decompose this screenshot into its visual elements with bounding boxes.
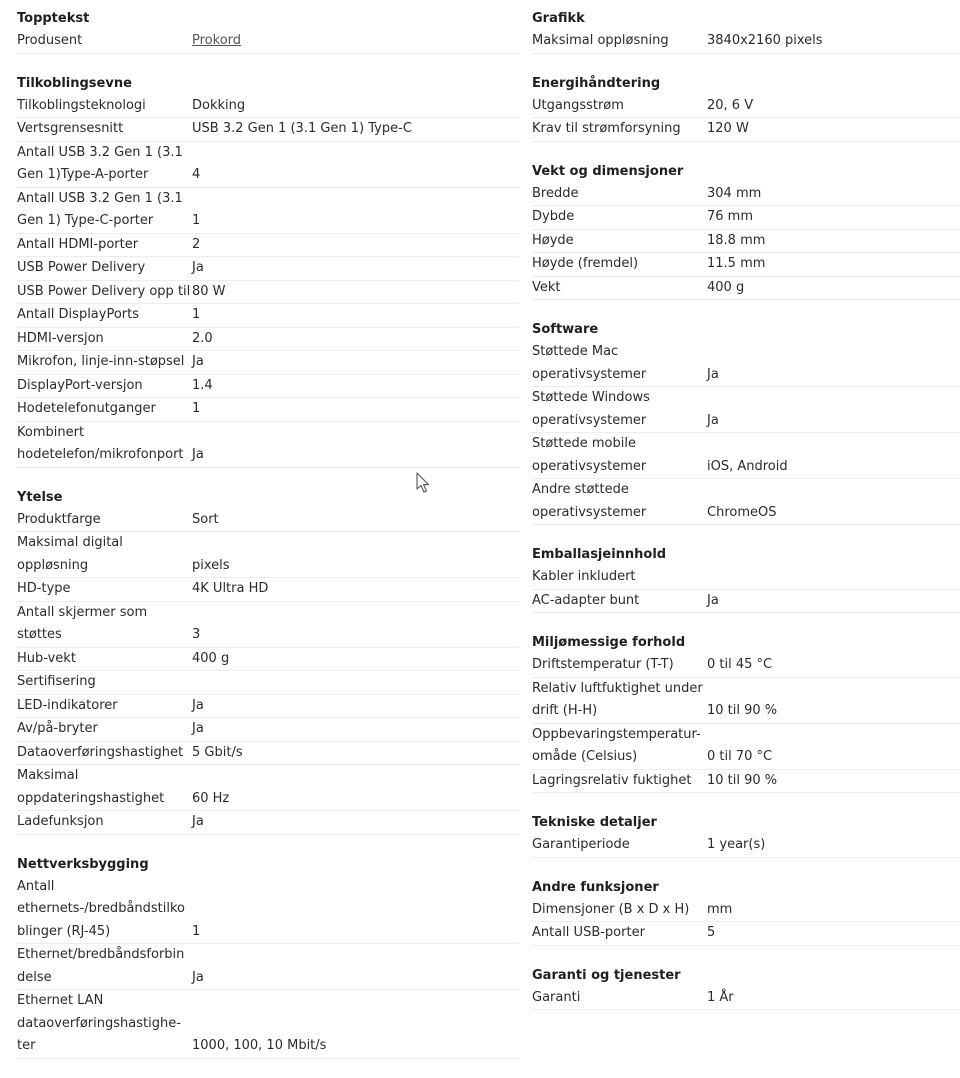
section-title: Energihåndtering bbox=[532, 75, 661, 91]
spec-row bbox=[532, 654, 960, 678]
spec-label: Ladefunksjon bbox=[17, 814, 104, 829]
spec-row bbox=[532, 118, 960, 142]
spec-value: 3 bbox=[192, 627, 201, 642]
spec-row bbox=[532, 341, 960, 387]
spec-value: 60 Hz bbox=[192, 790, 230, 806]
spec-row bbox=[532, 183, 960, 207]
spec-label: DisplayPort-versjon bbox=[17, 377, 143, 393]
spec-value: Ja bbox=[192, 260, 204, 275]
spec-label: USB Power Delivery opp til bbox=[17, 283, 191, 299]
spec-row bbox=[17, 398, 519, 422]
spec-row bbox=[532, 987, 960, 1011]
spec-section-nettverksbygging bbox=[17, 854, 519, 1059]
spec-value: 1 bbox=[192, 401, 201, 416]
spec-label: Kabler inkludert bbox=[532, 569, 636, 584]
spec-column-left bbox=[17, 8, 519, 1078]
spec-row bbox=[532, 922, 960, 946]
spec-label: Hodetelefonutganger bbox=[17, 401, 156, 416]
spec-label: Kombinert hodetelefon/mikrofonport bbox=[17, 424, 184, 462]
spec-value: 1 bbox=[192, 213, 201, 228]
spec-label: Lagringsrelativ fuktighet bbox=[532, 772, 692, 788]
spec-row bbox=[17, 30, 519, 54]
spec-section-grafikk bbox=[532, 8, 960, 54]
spec-row bbox=[532, 230, 960, 254]
spec-section-energihandtering bbox=[532, 73, 960, 142]
spec-row bbox=[17, 876, 519, 945]
spec-row bbox=[17, 351, 519, 375]
spec-value: mm bbox=[707, 901, 733, 917]
spec-row bbox=[17, 234, 519, 258]
spec-label: Oppbevaringstemperatur- omåde (Celsius) bbox=[532, 726, 701, 764]
spec-label: Hub-vekt bbox=[17, 650, 76, 666]
spec-section-emballasjeinnhold bbox=[532, 544, 960, 613]
spec-label: AC-adapter bunt bbox=[532, 592, 640, 608]
spec-row bbox=[17, 281, 519, 305]
spec-value: 80 W bbox=[192, 283, 226, 299]
spec-value: 1 year(s) bbox=[707, 837, 766, 852]
spec-row bbox=[17, 765, 519, 811]
spec-row bbox=[532, 433, 960, 479]
spec-label: Produsent bbox=[17, 33, 83, 48]
spec-section-garanti-og-tjenester bbox=[532, 965, 960, 1011]
spec-row bbox=[17, 304, 519, 328]
section-title: Topptekst bbox=[17, 11, 90, 26]
section-title: Nettverksbygging bbox=[17, 856, 149, 872]
section-title: Miljømessige forhold bbox=[532, 635, 686, 650]
spec-section-tilkoblingsevne bbox=[17, 73, 519, 468]
spec-label: Bredde bbox=[532, 185, 579, 201]
section-title: Vekt og dimensjoner bbox=[532, 163, 684, 179]
spec-label: Dybde bbox=[532, 209, 575, 224]
spec-label: Antall USB 3.2 Gen 1 (3.1 Gen 1) Type-C-porter bbox=[17, 190, 183, 228]
manufacturer-link[interactable]: Prokord bbox=[192, 33, 242, 48]
spec-row bbox=[17, 142, 519, 188]
spec-row bbox=[17, 990, 519, 1059]
spec-row bbox=[17, 695, 519, 719]
spec-value: Ja bbox=[192, 354, 204, 369]
spec-row bbox=[532, 206, 960, 230]
spec-label: Høyde bbox=[532, 232, 574, 248]
spec-label: Antall DisplayPorts bbox=[17, 307, 140, 322]
spec-value: 76 mm bbox=[707, 209, 754, 224]
spec-value: 5 Gbit/s bbox=[192, 744, 243, 760]
spec-label: Dimensjoner (B x D x H) bbox=[532, 901, 690, 917]
spec-column-right bbox=[532, 8, 960, 1029]
mouse-pointer-icon bbox=[416, 472, 432, 494]
spec-section-vekt-og-dimensjoner bbox=[532, 161, 960, 301]
spec-label: Relativ luftfuktighet under drift (H-H) bbox=[532, 680, 703, 718]
section-title: Grafikk bbox=[532, 11, 585, 26]
spec-value: 0 til 70 °C bbox=[707, 749, 773, 764]
spec-value: 11.5 mm bbox=[707, 256, 766, 271]
spec-row bbox=[532, 566, 960, 590]
spec-row bbox=[17, 671, 519, 695]
spec-label: Andre støttede operativsystemer bbox=[532, 482, 647, 520]
spec-section-tekniske-detaljer bbox=[532, 812, 960, 858]
spec-value: Ja bbox=[707, 366, 719, 382]
spec-value: 1 År bbox=[707, 989, 734, 1005]
spec-label: Antall skjermer som støttes bbox=[17, 604, 148, 642]
spec-label: Produktfarge bbox=[17, 511, 101, 527]
section-title: Andre funksjoner bbox=[532, 879, 659, 895]
spec-value: 120 W bbox=[707, 121, 749, 136]
spec-value: 2 bbox=[192, 236, 201, 252]
spec-row bbox=[532, 770, 960, 794]
spec-label: Vekt bbox=[532, 279, 561, 295]
spec-value: 20, 6 V bbox=[707, 97, 754, 113]
spec-row bbox=[532, 590, 960, 614]
spec-label: Antall USB-porter bbox=[532, 925, 645, 940]
spec-row bbox=[17, 188, 519, 234]
spec-label: Driftstemperatur (T-T) bbox=[532, 657, 674, 672]
spec-label: Dataoverføringshastighet bbox=[17, 744, 184, 760]
spec-label: Ethernet/bredbåndsforbin delse bbox=[17, 947, 185, 985]
section-title: Tilkoblingsevne bbox=[17, 75, 132, 91]
spec-value: 5 bbox=[707, 925, 716, 940]
section-title: Garanti og tjenester bbox=[532, 967, 681, 983]
spec-value: 1.4 bbox=[192, 377, 213, 393]
spec-label: Antall HDMI-porter bbox=[17, 236, 139, 252]
spec-row bbox=[532, 724, 960, 770]
spec-value: ChromeOS bbox=[707, 504, 777, 520]
spec-value: pixels bbox=[192, 557, 230, 573]
spec-row bbox=[17, 648, 519, 672]
spec-value: 1 bbox=[192, 307, 201, 322]
spec-value: 10 til 90 % bbox=[707, 772, 778, 788]
spec-row bbox=[532, 834, 960, 858]
spec-row bbox=[17, 509, 519, 533]
spec-value: Ja bbox=[707, 412, 719, 428]
spec-row bbox=[532, 387, 960, 433]
spec-section-topptekst bbox=[17, 8, 519, 54]
spec-row bbox=[17, 532, 519, 578]
spec-row bbox=[17, 95, 519, 119]
spec-label: Krav til strømforsyning bbox=[532, 121, 681, 136]
spec-label: Høyde (fremdel) bbox=[532, 256, 639, 271]
spec-value: 304 mm bbox=[707, 185, 762, 201]
spec-row bbox=[17, 578, 519, 602]
spec-value: 4K Ultra HD bbox=[192, 581, 269, 596]
spec-row bbox=[17, 257, 519, 281]
spec-value: Sort bbox=[192, 511, 219, 527]
spec-value: 18.8 mm bbox=[707, 232, 766, 248]
spec-label: Støttede Windows operativsystemer bbox=[532, 390, 650, 428]
spec-value: Ja bbox=[192, 721, 204, 736]
spec-value: 400 g bbox=[192, 650, 230, 666]
spec-value: 2.0 bbox=[192, 330, 213, 346]
spec-label: Maksimal digital oppløsning bbox=[17, 535, 123, 573]
spec-row bbox=[532, 479, 960, 525]
section-title: Software bbox=[532, 322, 599, 337]
spec-value: 1 bbox=[192, 923, 201, 939]
section-title: Emballasjeinnhold bbox=[532, 547, 667, 562]
spec-section-ytelse bbox=[17, 487, 519, 835]
spec-row bbox=[17, 375, 519, 399]
spec-value: 3840x2160 pixels bbox=[707, 33, 823, 48]
spec-section-miljomessige-forhold bbox=[532, 632, 960, 793]
spec-section-andre-funksjoner bbox=[532, 877, 960, 946]
spec-label: USB Power Delivery bbox=[17, 260, 146, 275]
spec-label: Tilkoblingsteknologi bbox=[17, 97, 146, 113]
spec-row bbox=[532, 899, 960, 923]
spec-value: iOS, Android bbox=[707, 458, 788, 474]
spec-value: 1000, 100, 10 Mbit/s bbox=[192, 1038, 327, 1053]
spec-row bbox=[17, 602, 519, 648]
spec-label: Garantiperiode bbox=[532, 837, 630, 852]
spec-label: Maksimal oppdateringshastighet bbox=[17, 768, 165, 806]
spec-label: Utgangsstrøm bbox=[532, 97, 624, 113]
spec-label: Antall USB 3.2 Gen 1 (3.1 Gen 1)Type-A-porter bbox=[17, 144, 183, 182]
spec-row bbox=[532, 277, 960, 301]
spec-label: Støttede Mac operativsystemer bbox=[532, 344, 647, 382]
spec-value: 0 til 45 °C bbox=[707, 657, 773, 672]
spec-row bbox=[17, 328, 519, 352]
spec-value: Ja bbox=[192, 969, 204, 985]
spec-value: Ja bbox=[192, 447, 204, 462]
spec-value: Ja bbox=[707, 592, 719, 608]
spec-label: Støttede mobile operativsystemer bbox=[532, 436, 647, 474]
spec-section-software bbox=[532, 319, 960, 525]
spec-label: Vertsgrensesnitt bbox=[17, 121, 124, 136]
spec-value: USB 3.2 Gen 1 (3.1 Gen 1) Type-C bbox=[192, 121, 412, 136]
section-title: Ytelse bbox=[17, 489, 63, 505]
spec-label: Garanti bbox=[532, 989, 581, 1005]
spec-value: 4 bbox=[192, 167, 201, 182]
spec-label: HD-type bbox=[17, 581, 71, 596]
section-title: Tekniske detaljer bbox=[532, 815, 657, 830]
spec-row bbox=[532, 30, 960, 54]
spec-value: Ja bbox=[192, 697, 204, 713]
spec-label: HDMI-versjon bbox=[17, 330, 104, 346]
spec-row bbox=[17, 118, 519, 142]
spec-label: Antall ethernets-/bredbåndstilko blinger (RJ-45) bbox=[17, 878, 186, 939]
spec-value: 400 g bbox=[707, 279, 745, 295]
spec-label: Sertifisering bbox=[17, 674, 96, 689]
spec-value: Ja bbox=[192, 814, 204, 829]
spec-value: Dokking bbox=[192, 97, 246, 113]
spec-row bbox=[17, 944, 519, 990]
spec-label: Mikrofon, linje-inn-støpsel bbox=[17, 354, 185, 369]
spec-label: LED-indikatorer bbox=[17, 697, 118, 713]
spec-row bbox=[532, 95, 960, 119]
spec-row bbox=[17, 742, 519, 766]
spec-label: Ethernet LAN dataoverføringshastighe- ter bbox=[17, 993, 181, 1053]
spec-label: Maksimal oppløsning bbox=[532, 33, 669, 48]
spec-value: 10 til 90 % bbox=[707, 703, 778, 718]
spec-row bbox=[17, 718, 519, 742]
spec-row bbox=[17, 811, 519, 835]
spec-row bbox=[17, 422, 519, 468]
spec-label: Av/på-bryter bbox=[17, 721, 98, 736]
spec-row bbox=[532, 678, 960, 724]
spec-row bbox=[532, 253, 960, 277]
